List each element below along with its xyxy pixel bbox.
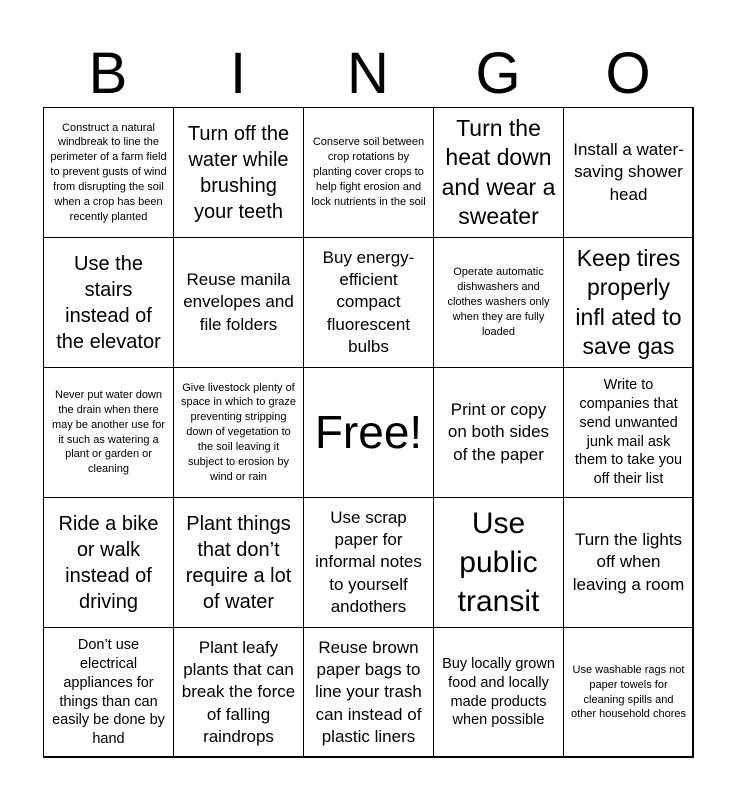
bingo-cell[interactable]: Ride a bike or walk instead of driving	[43, 497, 174, 628]
bingo-cell[interactable]: Reuse manila envelopes and file folders	[173, 237, 304, 368]
bingo-cell[interactable]: Keep tires properly infl ated to save gas	[563, 237, 694, 368]
bingo-cell[interactable]: Use the stairs instead of the elevator	[43, 237, 174, 368]
bingo-cell[interactable]: Turn the heat down and wear a sweater	[433, 107, 564, 238]
bingo-cell[interactable]: Operate automatic dishwashers and clothes washers only when they are fully loaded	[433, 237, 564, 368]
bingo-cell[interactable]: Use scrap paper for informal notes to yourself andothers	[303, 497, 434, 628]
bingo-cell[interactable]: Give livestock plenty of space in which to graze preventing stripping down of vegetation to the soil leaving it subject to erosion by wind or rain	[173, 367, 304, 498]
bingo-cell[interactable]: Use washable rags not paper towels for cleaning spills and other household chores	[563, 627, 694, 758]
bingo-cell[interactable]: Conserve soil between crop rotations by planting cover crops to help fight erosion and lock nutrients in the soil	[303, 107, 434, 238]
bingo-cell[interactable]: Turn the lights off when leaving a room	[563, 497, 694, 628]
bingo-cell[interactable]: Construct a natural windbreak to line the perimeter of a farm field to prevent gusts of wind from disrupting the soil when a crop has been recently planted	[43, 107, 174, 238]
free-space-cell[interactable]: Free!	[303, 367, 434, 498]
bingo-cell[interactable]: Use public transit	[433, 497, 564, 628]
bingo-cell[interactable]: Print or copy on both sides of the paper	[433, 367, 564, 498]
header-letter-i: I	[229, 41, 247, 106]
bingo-cell[interactable]: Install a water-saving shower head	[563, 107, 694, 238]
bingo-cell[interactable]: Buy locally grown food and locally made products when possible	[433, 627, 564, 758]
header-letter-b: B	[88, 41, 128, 106]
header-letter-o: O	[605, 41, 651, 106]
bingo-cell[interactable]: Reuse brown paper bags to line your trash can instead of plastic liners	[303, 627, 434, 758]
bingo-cell[interactable]: Write to companies that send unwanted junk mail ask them to take you off their list	[563, 367, 694, 498]
bingo-header	[43, 40, 693, 106]
bingo-cell[interactable]: Turn off the water while brushing your teeth	[173, 107, 304, 238]
bingo-cell[interactable]: Buy energy-efficient compact fluorescent bulbs	[303, 237, 434, 368]
bingo-cell[interactable]: Don’t use electrical appliances for things than can easily be done by hand	[43, 627, 174, 758]
header-letter-g: G	[475, 41, 521, 106]
bingo-cell[interactable]: Plant things that don’t require a lot of water	[173, 497, 304, 628]
bingo-card-grid	[43, 107, 693, 757]
header-letter-n: N	[347, 41, 389, 106]
bingo-cell[interactable]: Plant leafy plants that can break the force of falling raindrops	[173, 627, 304, 758]
bingo-cell[interactable]: Never put water down the drain when there may be another use for it such as watering a plant or garden or cleaning	[43, 367, 174, 498]
